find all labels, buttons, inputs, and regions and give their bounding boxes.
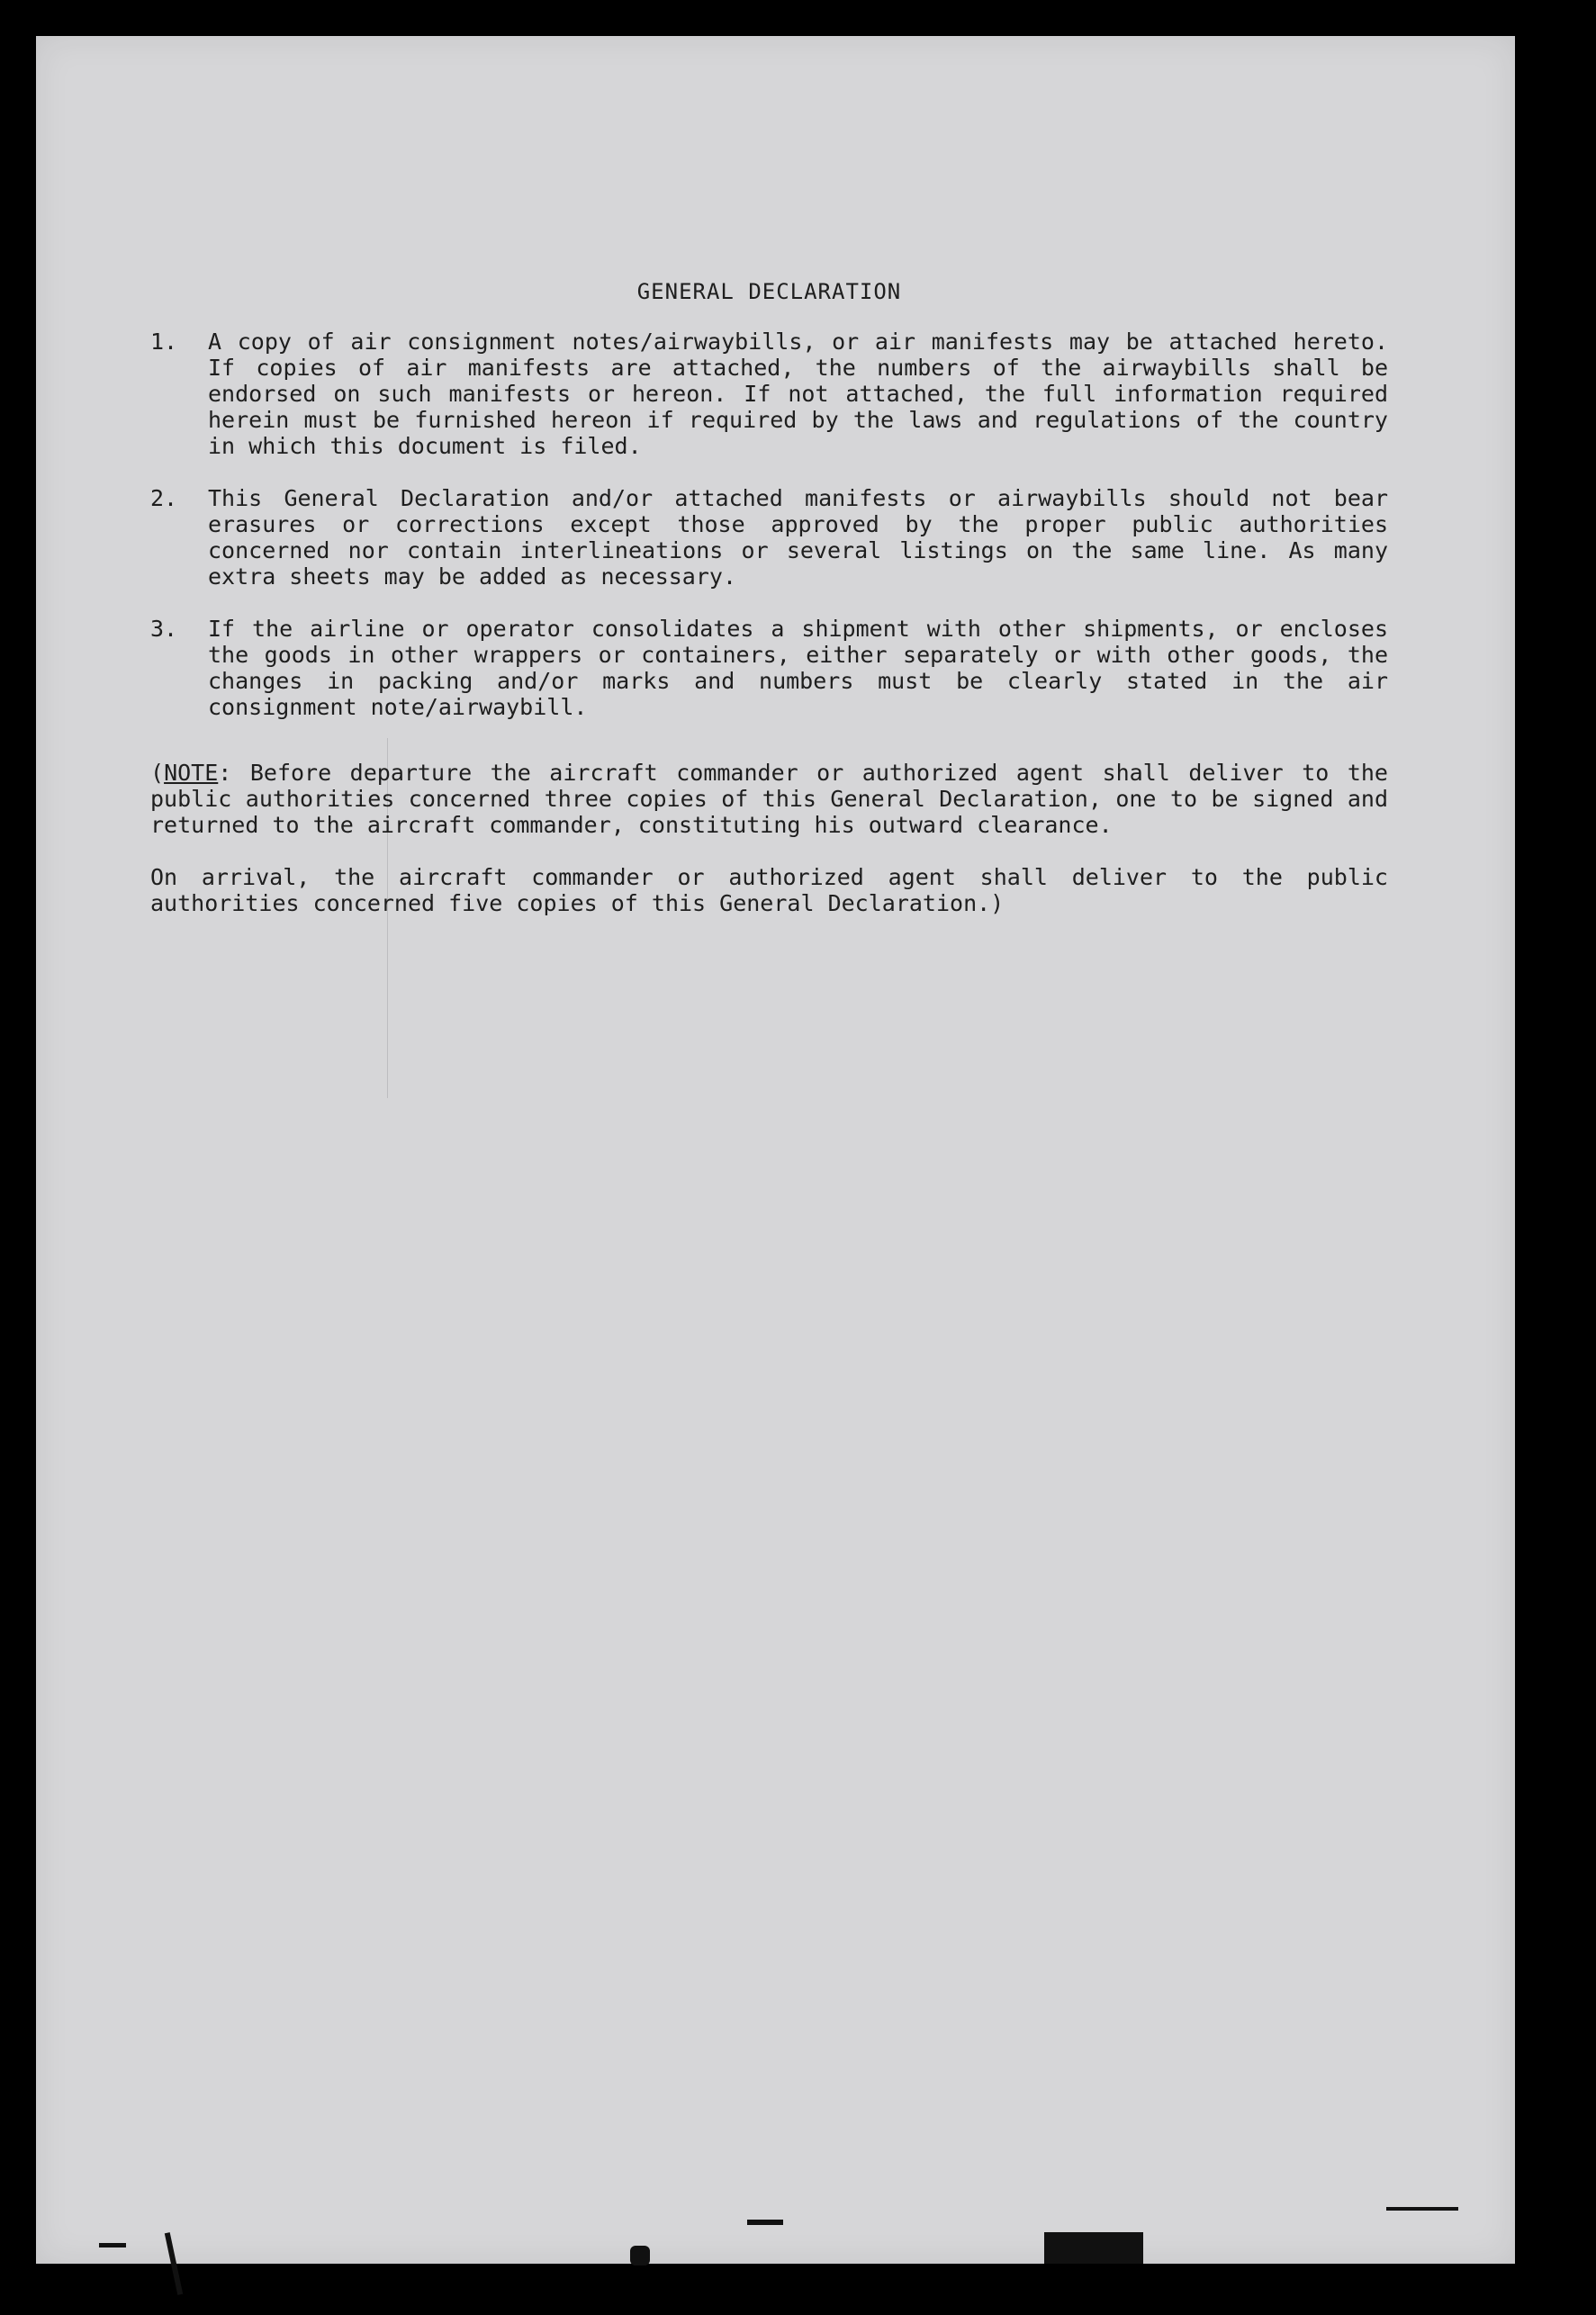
scan-artifact (1044, 2232, 1143, 2264)
scan-artifact (747, 2220, 783, 2225)
scan-artifact (99, 2243, 126, 2247)
item-text: A copy of air consignment notes/airwaybills, or air manifests may be attached hereto. If copies of air manifests are attached, the numbers of the airwaybills shall be endorsed on such manifests or hereon. If not attached, the full information required herein must be furnished hereon if required by the laws and regulations of the country in which this document is filed. (208, 329, 1388, 459)
scan-artifact (1386, 2207, 1458, 2211)
note-open-paren: ( (150, 760, 165, 786)
item-number: 2. (150, 485, 178, 511)
document-body (150, 279, 1388, 916)
arrival-paragraph: On arrival, the aircraft commander or authorized agent shall deliver to the public authorities concerned five copies of this General Declaration.) (150, 864, 1388, 916)
item-text: This General Declaration and/or attached manifests or airwaybills should not bear erasures or corrections except those approved by the proper public authorities concerned nor contain interlineations or several listings on the same line. As many extra sheets may be added as necessary. (208, 485, 1388, 590)
item-number: 1. (150, 329, 178, 355)
document-title: GENERAL DECLARATION (636, 279, 902, 304)
document-page (36, 36, 1515, 2264)
item-number: 3. (150, 616, 178, 642)
item-text: If the airline or operator consolidates a shipment with other shipments, or encloses the goods in other wrappers or containers, either separately or with other goods, the changes in packing and/or marks and numbers must be clearly stated in the air consignment note/airwaybill. (208, 616, 1388, 720)
scan-artifact (165, 2232, 183, 2295)
declaration-item-2 (150, 485, 1388, 590)
note-paragraph (150, 760, 1388, 838)
note-label: NOTE (164, 760, 219, 786)
scan-artifact (630, 2246, 650, 2265)
note-text: : Before departure the aircraft commander or authorized agent shall deliver to the public authorities concerned three copies of this General Declaration, one to be signed and returned to the aircraft commander, constituting his outward clearance. (150, 760, 1388, 838)
declaration-item-1 (150, 329, 1388, 459)
declaration-item-3 (150, 616, 1388, 720)
